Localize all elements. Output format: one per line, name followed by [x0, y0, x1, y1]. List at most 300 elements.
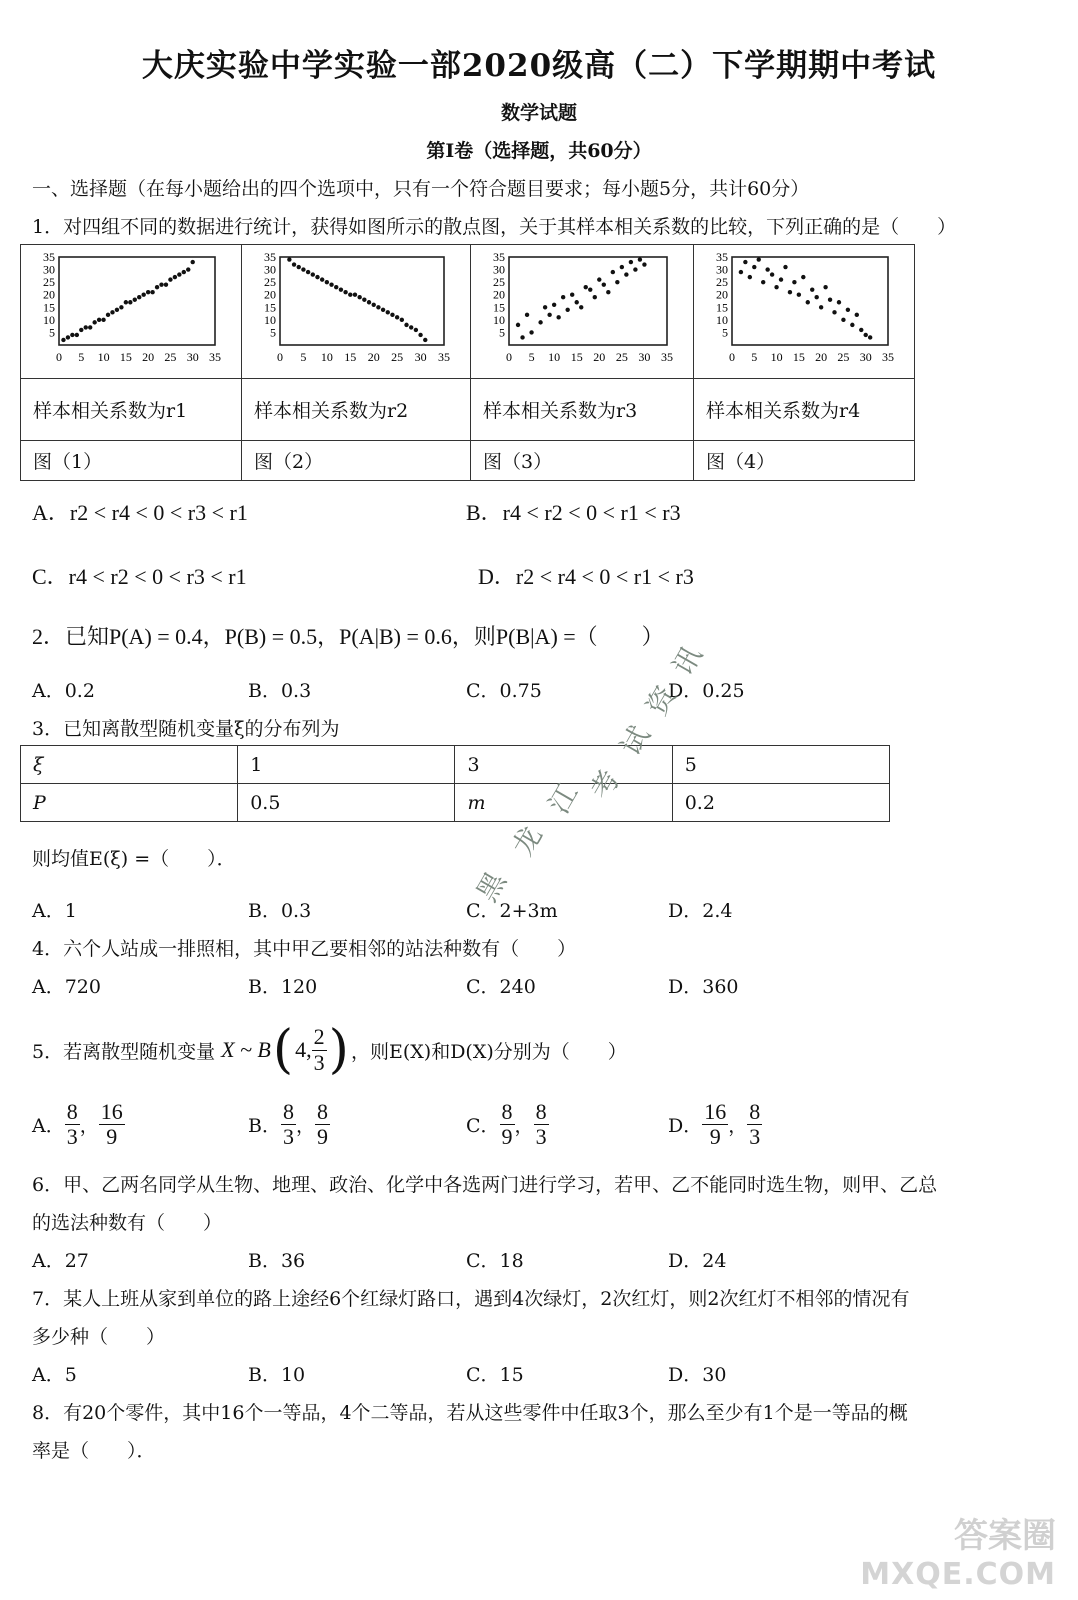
data-point: [325, 280, 329, 284]
data-point: [850, 323, 854, 327]
frac-numerator: 2: [313, 1024, 325, 1050]
data-point: [570, 293, 574, 297]
q4-option-c[interactable]: C．240: [466, 976, 536, 998]
data-point: [418, 333, 422, 337]
q4-option-b[interactable]: B．120: [248, 976, 318, 998]
y-tick-label: 5: [722, 325, 728, 340]
y-tick-label: 5: [49, 325, 55, 340]
data-point: [638, 257, 642, 261]
x-tick-label: 30: [414, 350, 427, 364]
data-point: [739, 270, 743, 274]
fig-label-cell: 图（3）: [471, 441, 694, 481]
x-tick-label: 25: [615, 350, 628, 364]
table-cell: 0.5: [238, 784, 455, 822]
data-point: [66, 335, 70, 339]
data-point: [75, 333, 79, 337]
fig-label-cell: 图（1）: [21, 441, 242, 481]
data-point: [182, 270, 186, 274]
x-tick-label: 30: [859, 350, 872, 364]
data-point: [770, 272, 774, 276]
data-point: [101, 318, 105, 322]
q6-stem-line1: 6．甲、乙两名同学从生物、地理、政治、化学中各选两门进行学习，若甲、乙不能同时选生物，则甲、乙总: [32, 1174, 938, 1196]
table-cell: P: [21, 784, 238, 822]
x-tick-label: 20: [142, 350, 155, 364]
data-point: [133, 298, 137, 302]
y-tick-label: 10: [716, 312, 728, 327]
scatter-plot-3: [471, 245, 693, 373]
data-point: [859, 328, 863, 332]
q1-figure-table: [20, 244, 915, 481]
r-label-cell: 样本相关系数为r3: [471, 379, 694, 441]
data-point: [611, 270, 615, 274]
data-point: [538, 320, 542, 324]
data-point: [765, 267, 769, 271]
data-point: [357, 295, 361, 299]
x-tick-label: 15: [119, 350, 132, 364]
data-point: [159, 282, 163, 286]
q6-option-c[interactable]: C．18: [466, 1250, 524, 1272]
data-point: [381, 308, 385, 312]
q4-option-d[interactable]: D．360: [668, 976, 739, 998]
frac-denominator: 3: [66, 1124, 78, 1150]
plot-frame: [732, 257, 888, 345]
fig-label-cell: 图（4）: [694, 441, 915, 481]
data-point: [292, 262, 296, 266]
frac-numerator: 16: [100, 1099, 123, 1124]
data-point: [287, 257, 291, 261]
option-frac: [702, 1100, 728, 1149]
data-point: [339, 287, 343, 291]
table-cell: 0.2: [672, 784, 889, 822]
exam-title: 大庆实验中学实验一部2020级高（二）下学期期中考试: [141, 48, 937, 84]
y-tick-label: 20: [716, 287, 728, 302]
data-point: [819, 305, 823, 309]
data-point: [642, 262, 646, 266]
q8-stem-line2: 率是（ ）．: [32, 1440, 156, 1462]
comma: ，: [728, 1115, 748, 1138]
data-point: [801, 275, 805, 279]
data-point: [367, 300, 371, 304]
data-point: [788, 290, 792, 294]
data-point: [868, 335, 872, 339]
x-tick-label: 25: [837, 350, 850, 364]
y-tick-label: 30: [493, 262, 505, 277]
data-point: [823, 285, 827, 289]
data-point: [414, 328, 418, 332]
fig-label-cell: 图（2）: [242, 441, 471, 481]
data-point: [606, 290, 610, 294]
section-title: 第Ⅰ卷（选择题，共60分）: [426, 140, 652, 162]
x-tick-label: 0: [729, 350, 735, 364]
scatter-plot-2: [242, 245, 470, 373]
y-tick-label: 35: [716, 250, 728, 264]
q3-option-c[interactable]: C．2+3m: [466, 900, 558, 922]
y-tick-label: 5: [499, 325, 505, 340]
data-point: [588, 287, 592, 291]
site-watermark-name: 答案圈: [954, 1516, 1056, 1556]
frac-denominator: 9: [106, 1124, 118, 1150]
data-point: [164, 282, 168, 286]
watermark-char: 讯: [666, 640, 709, 682]
data-point: [556, 315, 560, 319]
x-tick-label: 35: [438, 350, 450, 364]
data-point: [633, 267, 637, 271]
option-frac: [534, 1100, 549, 1149]
data-point: [386, 310, 390, 314]
q3-option-b[interactable]: B．0.3: [248, 900, 312, 922]
q6-option-d[interactable]: D．24: [668, 1250, 727, 1272]
table-cell: 3: [455, 746, 672, 784]
frac-numerator: 8: [535, 1099, 547, 1124]
comma: ，: [79, 1115, 99, 1138]
data-point: [629, 260, 633, 264]
data-point: [597, 277, 601, 281]
y-tick-label: 20: [43, 287, 55, 302]
table-cell: ξ: [21, 746, 238, 784]
data-point: [119, 305, 123, 309]
q7-option-a[interactable]: A．5: [32, 1364, 77, 1386]
q1-scatter-cell: [242, 245, 471, 379]
x-tick-label: 5: [751, 350, 758, 364]
data-point: [529, 330, 533, 334]
q1-option-c[interactable]: C．r4 < r2 < 0 < r3 < r1: [32, 564, 247, 589]
y-tick-label: 10: [264, 312, 276, 327]
q8-stem-line1: 8．有20个零件，其中16个一等品，4个二等品，若从这些零件中任取3个，那么至少有1个是一等品的概: [32, 1402, 908, 1424]
data-point: [797, 293, 801, 297]
data-point: [311, 272, 315, 276]
data-point: [115, 308, 119, 312]
data-point: [150, 290, 154, 294]
data-point: [137, 295, 141, 299]
y-tick-label: 35: [43, 250, 55, 264]
r-label-cell: 样本相关系数为r4: [694, 379, 915, 441]
y-tick-label: 20: [264, 287, 276, 302]
q5-option-c[interactable]: [466, 1100, 549, 1149]
table-cell: m: [455, 784, 672, 822]
y-tick-label: 30: [716, 262, 728, 277]
frac-denominator: 3: [749, 1124, 761, 1150]
q5-frac: [312, 1025, 327, 1074]
data-point: [792, 280, 796, 284]
data-point: [757, 257, 761, 261]
y-tick-label: 30: [264, 262, 276, 277]
data-point: [810, 287, 814, 291]
data-point: [575, 300, 579, 304]
option-label: C．: [466, 1115, 500, 1138]
data-point: [846, 308, 850, 312]
q3-stem: 3．已知离散型随机变量ξ的分布列为: [32, 718, 340, 740]
data-point: [615, 280, 619, 284]
q2-option-b[interactable]: B．0.3: [248, 680, 312, 702]
frac-numerator: 8: [66, 1099, 78, 1124]
data-point: [579, 305, 583, 309]
x-tick-label: 35: [661, 350, 673, 364]
frac-denominator: 3: [535, 1124, 547, 1150]
x-tick-label: 15: [792, 350, 805, 364]
data-point: [814, 295, 818, 299]
data-point: [752, 265, 756, 269]
frac-denominator: 9: [709, 1124, 721, 1150]
data-point: [146, 290, 150, 294]
site-watermark-url: MXQE.COM: [860, 1557, 1056, 1592]
watermark-char: 考: [584, 764, 627, 806]
y-tick-label: 35: [493, 250, 505, 264]
x-tick-label: 25: [164, 350, 177, 364]
data-point: [837, 300, 841, 304]
x-tick-label: 30: [186, 350, 199, 364]
q5-option-b[interactable]: [248, 1100, 330, 1149]
data-point: [106, 313, 110, 317]
q1-option-d[interactable]: D．r2 < r4 < 0 < r1 < r3: [478, 564, 694, 589]
data-point: [779, 277, 783, 281]
data-point: [191, 260, 195, 264]
data-point: [168, 277, 172, 281]
data-point: [297, 265, 301, 269]
x-tick-label: 10: [770, 350, 783, 364]
x-tick-label: 30: [638, 350, 651, 364]
table-cell: 5: [672, 746, 889, 784]
data-point: [761, 280, 765, 284]
frac-denominator: 9: [501, 1124, 513, 1150]
option-frac: [281, 1100, 296, 1149]
option-frac: [315, 1100, 330, 1149]
y-tick-label: 25: [716, 275, 728, 290]
data-point: [348, 293, 352, 297]
q5-option-a[interactable]: [32, 1100, 125, 1149]
q1-option-b[interactable]: B．r4 < r2 < 0 < r1 < r3: [466, 500, 681, 525]
q7-option-b[interactable]: B．10: [248, 1364, 306, 1386]
q1-option-a[interactable]: A．r2 < r4 < 0 < r3 < r1: [32, 500, 248, 525]
x-tick-label: 10: [320, 350, 333, 364]
option-frac: [500, 1100, 515, 1149]
x-tick-label: 5: [300, 350, 307, 364]
data-point: [423, 338, 427, 342]
watermark-char: 资: [640, 680, 683, 722]
data-point: [620, 265, 624, 269]
left-paren: (: [272, 1020, 294, 1080]
data-point: [832, 310, 836, 314]
data-point: [748, 275, 752, 279]
q4-stem: 4．六个人站成一排照相，其中甲乙要相邻的站法种数有（ ）: [32, 938, 577, 960]
data-point: [320, 277, 324, 281]
option-label: B．: [248, 1115, 281, 1138]
y-tick-label: 15: [716, 300, 728, 315]
x-tick-label: 35: [209, 350, 221, 364]
data-point: [390, 313, 394, 317]
q5-dist-param: 4,: [295, 1037, 312, 1062]
data-point: [92, 320, 96, 324]
q2-option-a[interactable]: A．0.2: [32, 680, 95, 702]
x-tick-label: 0: [56, 350, 62, 364]
q5-stem-suffix: ，则E(X)和D(X)分别为（ ）: [350, 1040, 627, 1063]
data-point: [301, 267, 305, 271]
q1-scatter-cell: [471, 245, 694, 379]
data-point: [110, 310, 114, 314]
frac-denominator: 3: [282, 1124, 294, 1150]
data-point: [547, 313, 551, 317]
frac-denominator: 3: [313, 1049, 325, 1075]
subject-title: 数学试题: [500, 102, 577, 124]
x-tick-label: 20: [593, 350, 606, 364]
frac-numerator: 8: [316, 1099, 328, 1124]
q3-option-d[interactable]: D．2.4: [668, 900, 733, 922]
r-label-cell: 样本相关系数为r1: [21, 379, 242, 441]
data-point: [409, 325, 413, 329]
data-point: [855, 313, 859, 317]
watermark-char: 龙: [506, 820, 549, 862]
data-point: [329, 282, 333, 286]
q3-option-a[interactable]: A．1: [32, 900, 77, 922]
y-tick-label: 25: [264, 275, 276, 290]
q2-stem: 2．已知P(A) = 0.4，P(B) = 0.5，P(A|B) = 0.6，则P(B|A) =（ ）: [32, 624, 664, 649]
data-point: [602, 282, 606, 286]
data-point: [543, 305, 547, 309]
y-tick-label: 20: [493, 287, 505, 302]
y-tick-label: 30: [43, 262, 55, 277]
table-cell: 1: [238, 746, 455, 784]
data-point: [70, 333, 74, 337]
frac-numerator: 8: [501, 1099, 513, 1124]
data-point: [173, 275, 177, 279]
data-point: [315, 275, 319, 279]
data-point: [61, 338, 65, 342]
x-tick-label: 35: [882, 350, 894, 364]
data-point: [372, 303, 376, 307]
q2-option-c[interactable]: C．0.75: [466, 680, 542, 702]
frac-numerator: 8: [749, 1099, 761, 1124]
data-point: [376, 305, 380, 309]
data-point: [141, 293, 145, 297]
x-tick-label: 25: [391, 350, 404, 364]
option-label: A．: [32, 1115, 65, 1138]
y-tick-label: 25: [43, 275, 55, 290]
q4-option-a[interactable]: A．720: [32, 976, 101, 998]
y-tick-label: 25: [493, 275, 505, 290]
data-point: [783, 265, 787, 269]
data-point: [395, 315, 399, 319]
watermark-char: 试: [614, 720, 657, 762]
data-point: [88, 325, 92, 329]
frac-numerator: 8: [282, 1099, 294, 1124]
x-tick-label: 5: [528, 350, 535, 364]
y-tick-label: 15: [43, 300, 55, 315]
data-point: [362, 298, 366, 302]
q6-option-b[interactable]: B．36: [248, 1250, 306, 1272]
option-frac: [99, 1100, 125, 1149]
data-point: [353, 293, 357, 297]
frac-denominator: 9: [316, 1124, 328, 1150]
data-point: [400, 318, 404, 322]
q7-stem-line2: 多少种（ ）: [32, 1326, 166, 1348]
watermark-char: 黑: [470, 866, 513, 908]
data-point: [306, 270, 310, 274]
data-point: [864, 333, 868, 337]
q5-option-d[interactable]: [668, 1100, 762, 1149]
data-point: [343, 290, 347, 294]
right-paren: ): [328, 1020, 349, 1080]
data-point: [186, 267, 190, 271]
q2-option-d[interactable]: D．0.25: [668, 680, 745, 702]
data-point: [128, 300, 132, 304]
data-point: [828, 298, 832, 302]
part-intro: 一、选择题（在每小题给出的四个选项中，只有一个符合题目要求；每小题5分，共计60分）: [32, 178, 810, 200]
y-tick-label: 10: [43, 312, 55, 327]
x-tick-label: 20: [367, 350, 380, 364]
option-frac: [65, 1100, 80, 1149]
q1-scatter-cell: [21, 245, 242, 379]
x-tick-label: 0: [506, 350, 512, 364]
q5-dist: X ~ B: [221, 1037, 271, 1062]
comma: ，: [514, 1115, 534, 1138]
q7-option-d[interactable]: D．30: [668, 1364, 727, 1386]
watermark-char: 江: [542, 778, 585, 820]
data-point: [743, 260, 747, 264]
r-label-cell: 样本相关系数为r2: [242, 379, 471, 441]
data-point: [516, 323, 520, 327]
scatter-plot-4: [694, 245, 914, 373]
q6-stem-line2: 的选法种数有（ ）: [32, 1212, 223, 1234]
data-point: [124, 300, 128, 304]
x-tick-label: 5: [78, 350, 85, 364]
option-label: D．: [668, 1115, 703, 1138]
x-tick-label: 15: [570, 350, 583, 364]
data-point: [84, 325, 88, 329]
q6-option-a[interactable]: A．27: [32, 1250, 89, 1272]
data-point: [565, 308, 569, 312]
scatter-plot-1: [21, 245, 241, 373]
y-tick-label: 10: [493, 312, 505, 327]
q5-stem-prefix: 5．若离散型随机变量: [32, 1040, 216, 1063]
frac-numerator: 16: [704, 1099, 727, 1124]
comma: ，: [295, 1115, 315, 1138]
data-point: [593, 295, 597, 299]
y-tick-label: 35: [264, 250, 276, 264]
data-point: [841, 318, 845, 322]
data-point: [155, 285, 159, 289]
y-tick-label: 15: [493, 300, 505, 315]
data-point: [552, 303, 556, 307]
x-tick-label: 10: [548, 350, 561, 364]
q1-scatter-cell: [694, 245, 915, 379]
option-frac: [747, 1100, 762, 1149]
q3-ask: 则均值E(ξ) =（ ）．: [32, 848, 236, 870]
y-tick-label: 5: [270, 325, 276, 340]
x-tick-label: 0: [277, 350, 283, 364]
data-point: [774, 285, 778, 289]
x-tick-label: 10: [97, 350, 110, 364]
x-tick-label: 15: [344, 350, 357, 364]
q7-stem-line1: 7．某人上班从家到单位的路上途经6个红绿灯路口，遇到4次绿灯，2次红灯，则2次红灯不相邻的情况有: [32, 1288, 910, 1310]
data-point: [97, 318, 101, 322]
data-point: [806, 300, 810, 304]
q7-option-c[interactable]: C．15: [466, 1364, 524, 1386]
y-tick-label: 15: [264, 300, 276, 315]
data-point: [79, 328, 83, 332]
q1-stem: 1．对四组不同的数据进行统计，获得如图所示的散点图，关于其样本相关系数的比较，下列正确的是（ ）: [32, 216, 957, 238]
q5-stem: [32, 1020, 627, 1080]
data-point: [584, 285, 588, 289]
x-tick-label: 20: [815, 350, 828, 364]
data-point: [561, 295, 565, 299]
site-watermark-logo: [860, 1508, 1056, 1592]
data-point: [520, 335, 524, 339]
data-point: [334, 285, 338, 289]
data-point: [624, 272, 628, 276]
data-point: [404, 323, 408, 327]
data-point: [525, 313, 529, 317]
data-point: [177, 272, 181, 276]
q3-distribution-table: [20, 745, 890, 822]
